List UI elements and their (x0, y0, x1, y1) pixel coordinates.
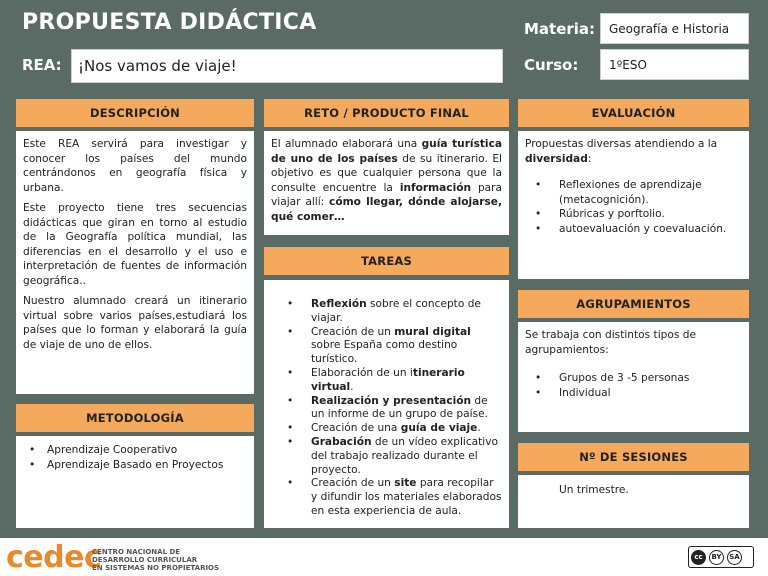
list-item-bold: mural digital (394, 325, 471, 338)
sa-icon: SA (727, 550, 742, 565)
curso-field: 1ºESO (600, 49, 749, 80)
cc-icon: cc (691, 550, 706, 565)
agrupamientos-panel (518, 322, 749, 432)
list-item-text: de un vídeo explicativo del trabajo realizado durante el proyecto. (311, 435, 498, 476)
agrupamientos-intro: Se trabaja con distintos tipos de agrupamientos: (525, 329, 696, 356)
evaluacion-intro (525, 137, 742, 166)
cedec-subtitle-line: EN SISTEMAS NO PROPIETARIOS (92, 564, 220, 572)
list-item (271, 395, 502, 423)
sesiones-panel (518, 475, 749, 528)
reto-text-bold: información (399, 181, 472, 194)
evaluacion-heading: EVALUACIÓN (518, 99, 749, 127)
cedec-subtitle-line: DESARROLLO CURRICULAR (92, 556, 198, 564)
list-item-text: sobre España como destino turístico. (311, 339, 458, 366)
materia-label: Materia: (524, 20, 596, 38)
list-item-bold: Grabación (311, 435, 372, 448)
curso-label: Curso: (524, 56, 579, 74)
list-item: • Rúbricas y porftolio. (525, 207, 742, 222)
descripcion-heading: DESCRIPCIÓN (16, 99, 254, 127)
sesiones-heading: Nº DE SESIONES (518, 443, 749, 471)
metodologia-heading: METODOLOGÍA (16, 404, 254, 432)
rea-title-field: ¡Nos vamos de viaje! (71, 49, 503, 83)
list-item (271, 436, 502, 477)
reto-text: El alumnado elaborará una (271, 138, 422, 150)
reto-heading: RETO / PRODUCTO FINAL (264, 99, 509, 127)
tareas-heading: TAREAS (264, 247, 509, 275)
cedec-logo: cedec (6, 540, 102, 575)
list-item-bold: site (394, 477, 417, 490)
by-icon: BY (709, 550, 724, 565)
list-item-bold: guía de viaje (400, 422, 478, 435)
list-item-bold: Realización y presentación (311, 394, 472, 407)
list-item-text: de un informe de un grupo de paíse. (311, 394, 488, 421)
list-item (271, 477, 502, 518)
evaluacion-intro-text: Propuestas diversas atendiendo a la (525, 138, 718, 150)
list-item (271, 422, 502, 436)
list-item-text: Creación de una (311, 422, 401, 435)
cedec-subtitle-line: CENTRO NACIONAL DE (92, 548, 181, 556)
list-item-text: para recopilar y difundir los materiales elaborados en esta experiencia de aula. (311, 477, 502, 517)
list-item (271, 326, 502, 367)
list-item-text: Creación de un (311, 477, 395, 490)
descripcion-panel (16, 131, 254, 394)
cedec-subtitle (92, 548, 219, 572)
list-item-text: Elaboración de un i (311, 366, 413, 379)
creative-commons-license-badge[interactable] (688, 546, 754, 568)
agrupamientos-heading: AGRUPAMIENTOS (518, 290, 749, 318)
evaluacion-intro-bold: diversidad (525, 152, 588, 165)
evaluacion-panel (518, 131, 749, 279)
materia-field: Geografía e Historia (600, 13, 749, 44)
reto-text: para viajar allí: (271, 181, 503, 208)
list-item-text: . (477, 422, 481, 435)
rea-label: REA: (22, 56, 62, 74)
list-item-bold: Reflexión (311, 298, 367, 310)
reto-text-bold: cómo llegar, dónde alojarse, qué comer… (271, 196, 502, 223)
list-item: • Grupos de 3 -5 personas (525, 371, 742, 386)
reto-panel (264, 131, 509, 235)
tareas-panel (264, 280, 509, 528)
list-item-text: Creación de un (311, 325, 395, 338)
list-item-bold: tinerario virtual (311, 366, 465, 393)
list-item: • Aprendizaje Basado en Proyectos (23, 458, 247, 473)
descripcion-paragraph: Este REA servirá para investigar y conocer los países del mundo centrándonos en geografía física y urbana. (23, 138, 247, 194)
descripcion-paragraph: Nuestro alumnado creará un itinerario virtual sobre varios países,estudiará los países que lo forman y elaborará la guía de viaje de uno de ellos. (23, 295, 247, 351)
reto-text: de su itinerario. El objetivo es que cualquier persona que la consulte encuentre la (271, 152, 502, 194)
list-item: • Reflexiones de aprendizaje (metacognición). (525, 178, 742, 207)
list-item: • autoevaluación y coevaluación. (525, 222, 742, 237)
list-item: • Aprendizaje Cooperativo (23, 443, 247, 458)
sesiones-value: Un trimestre. (559, 484, 629, 496)
descripcion-paragraph: Este proyecto tiene tres secuencias didácticas que giran en torno al estudio de la Geografía política mundial, las diferencias en el desarrollo y el uso e interpretación de fuentes de información geográfica.. (23, 202, 247, 287)
list-item (271, 298, 502, 326)
list-item (271, 367, 502, 395)
metodologia-panel (16, 436, 254, 528)
list-item: • Individual (525, 386, 742, 401)
list-item-text: sobre el concepto de viajar. (311, 298, 481, 324)
page-title: PROPUESTA DIDÁCTICA (22, 10, 317, 35)
reto-text-bold: guía turística de uno de los países (271, 138, 502, 165)
evaluacion-intro-end: : (587, 152, 592, 165)
list-item-text: . (350, 380, 354, 393)
